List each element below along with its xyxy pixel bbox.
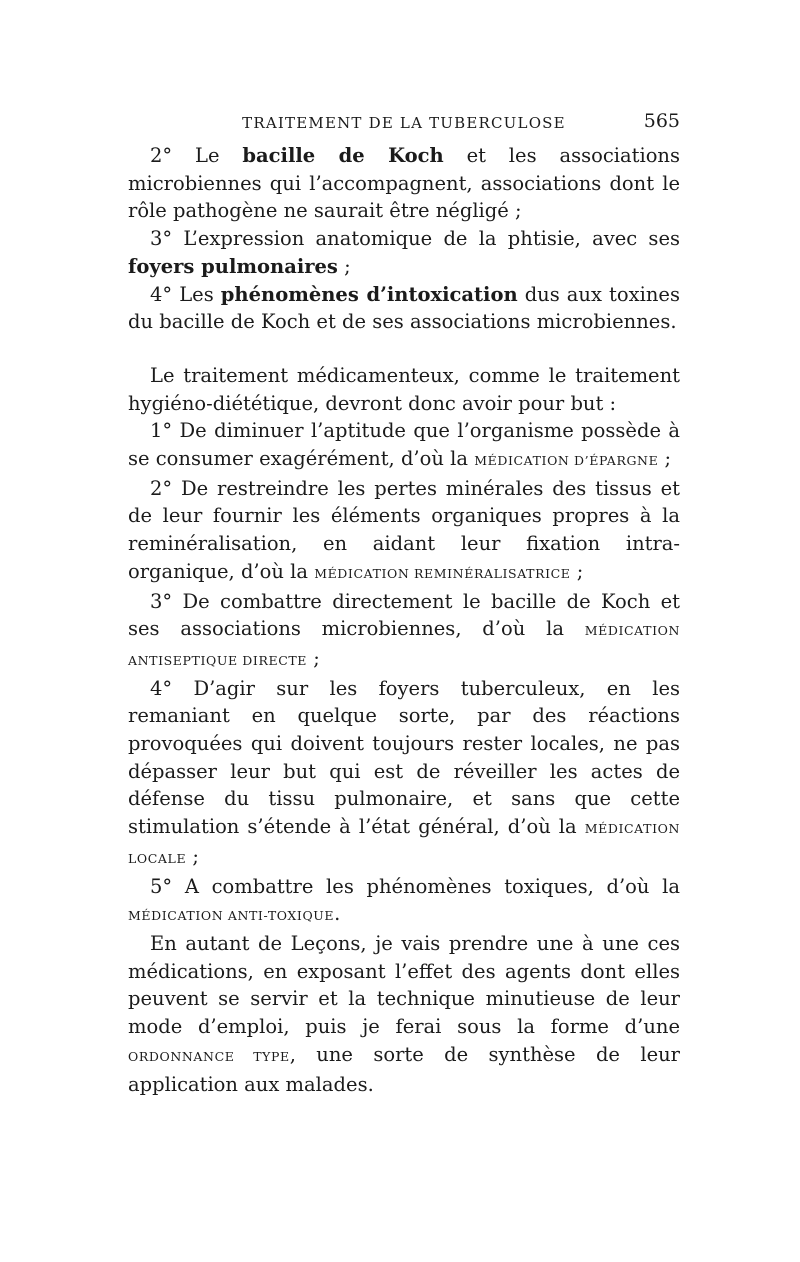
intro-paragraph: Le traitement médicamenteux, comme le traitement hygiéno-diététique, devront donc avoir pour but :: [128, 363, 680, 415]
goal-item-3: 3° De combattre directement le bacille de Koch et ses associations microbiennes, d’où la MÉDICATION ANTISEPTIQUE DIRECTE ;: [128, 589, 680, 670]
list-item-4: 4° Les phénomènes d’intoxication dus aux toxines du bacille de Koch et de ses associations microbiennes.: [128, 282, 680, 334]
running-head: [128, 108, 680, 142]
book-page: [128, 108, 680, 1098]
list-item-2: 2° Le bacille de Koch et les associations microbiennes qui l’accompagnent, associations dont le rôle pathogène ne saurait être négligé ;: [128, 144, 681, 223]
page-number: 565: [643, 110, 680, 132]
goal-item-1: 1° De diminuer l’aptitude que l’organisme possède à se consumer exagérément, d’où la MÉDICATION D’ÉPARGNE ;: [128, 419, 680, 471]
closing-paragraph: En autant de Leçons, je vais prendre une à une ces médications, en exposant l’effet des agents dont elles peuvent se servir et la technique minutieuse de leur mode d’emploi, puis je ferai sous la forme d’une ORDONNANCE TYPE, une sorte de synthèse de leur application aux malades.: [128, 931, 680, 1096]
list-item-3: 3° L’expression anatomique de la phtisie, avec ses foyers pulmonaires ;: [128, 227, 680, 278]
running-title: TRAITEMENT DE LA TUBERCULOSE: [242, 114, 566, 132]
goal-item-4: 4° D’agir sur les foyers tuberculeux, en les remaniant en quelque sorte, par des réactions provoquées qui doivent toujours rester locales, ne pas dépasser leur but qui est de réveiller les actes de défense du tissu pulmonaire, et sans que cette stimulation s’étende à l’état général, d’où la MÉDICATION LOCALE ;: [128, 676, 680, 868]
goal-item-5: 5° A combattre les phénomènes toxiques, d’où la MÉDICATION ANTI-TOXIQUE.: [128, 874, 680, 926]
goal-item-2: 2° De restreindre les pertes minérales des tissus et de leur fournir les éléments organiques propres à la reminéralisation, en aidant leur fixation intra-organique, d’où la MÉDICATION REMINÉRALISATRICE ;: [128, 476, 680, 583]
